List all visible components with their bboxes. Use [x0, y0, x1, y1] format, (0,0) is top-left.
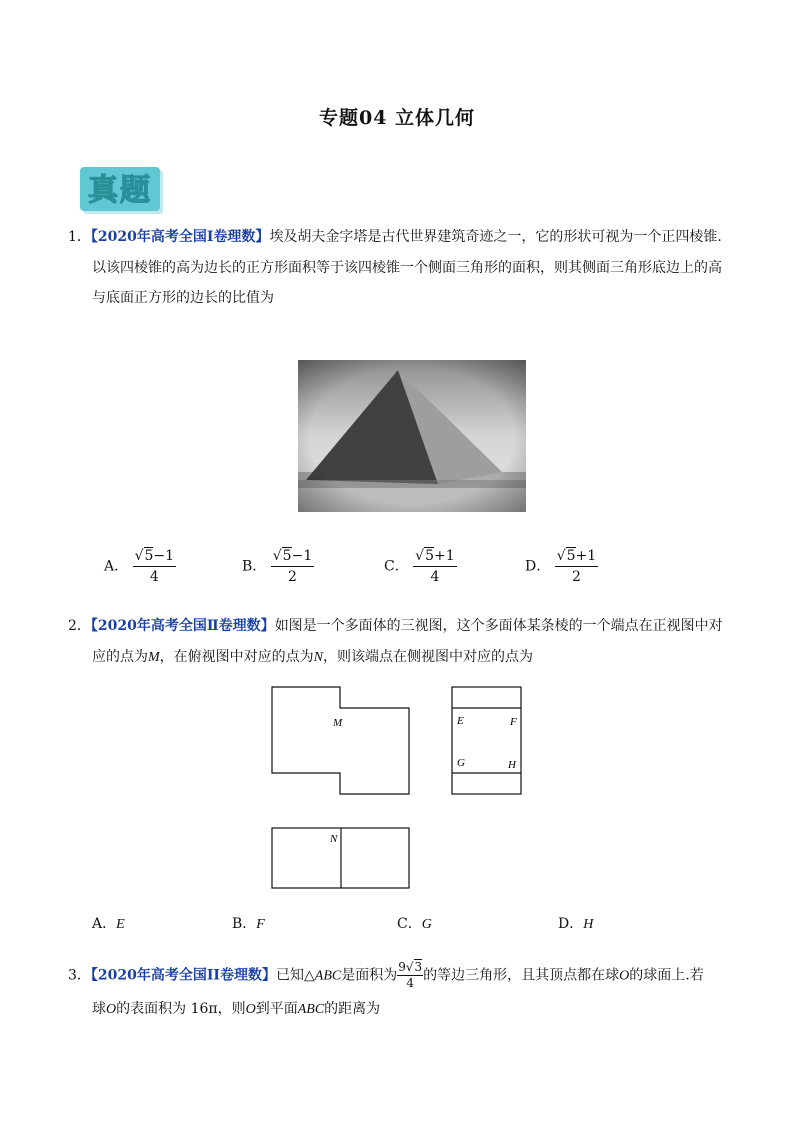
q2-text2a: 应的点为: [92, 649, 148, 665]
page-title: 专题04 立体几何: [318, 107, 476, 129]
q3-line1: 3．【2020年高考全国II卷理数】已知△ABC是面积为 $\frac{9√3}{4}$ 的等边三角形，且其顶点都在球O的球面上.若: [68, 960, 704, 990]
three-view-diagram: [262, 680, 532, 900]
q2-line1: [68, 617, 723, 635]
label-f: F: [510, 716, 517, 728]
q1-option-a-label: A．: [104, 558, 129, 575]
q1-line1: [68, 228, 722, 246]
q2-source: 【2020年高考全国Ⅱ卷理数】: [90, 618, 275, 634]
q1-option-d-label: D．: [525, 558, 551, 575]
q1-line2: 以该四棱锥的高为边长的正方形面积等于该四棱锥一个侧面三角形的面积，则其侧面三角形底边上的高: [92, 260, 722, 276]
q1-line3: 与底面正方形的边长的比值为: [92, 290, 274, 306]
badge-graphic: [80, 165, 166, 217]
pyramid-image: [298, 360, 526, 512]
q1-option-c-label: C．: [384, 558, 409, 575]
q1-option-b-fraction: $\frac{√5-1}{2}$: [272, 548, 313, 585]
q2-text2c: ，则该端点在侧视图中对应的点为: [323, 649, 534, 665]
badge-text: 真题: [88, 173, 152, 208]
q3-fraction: $\frac{9√3}{4}$: [398, 960, 423, 990]
q2-var-m: M: [148, 650, 160, 665]
q2-line2: [92, 648, 533, 667]
q2-text1: 如图是一个多面体的三视图，这个多面体某条棱的一个端点在正视图中对: [274, 618, 723, 634]
q2-option-d[interactable]: D．H: [558, 916, 594, 932]
q1-number: 1．: [68, 229, 91, 245]
q2-option-c[interactable]: C．G: [397, 916, 432, 932]
q1-option-a-fraction: $\frac{√5-1}{4}$: [134, 548, 175, 585]
q2-var-n: N: [313, 650, 324, 665]
side-view: [452, 687, 521, 794]
q2-number: 2．: [68, 618, 91, 634]
label-m: M: [333, 717, 343, 729]
q1-option-d-fraction: $\frac{√5+1}{2}$: [556, 548, 597, 585]
label-n: N: [330, 833, 338, 845]
q1-option-d[interactable]: [525, 546, 598, 587]
front-view: [272, 687, 409, 794]
section-badge: [80, 165, 166, 217]
q1-source: 【2020年高考全国Ⅰ卷理数】: [90, 229, 270, 245]
q2-text2b: ，在俯视图中对应的点为: [159, 649, 314, 665]
q1-text1: 埃及胡夫金字塔是古代世界建筑奇迹之一，它的形状可视为一个正四棱锥.: [269, 229, 722, 245]
label-h: H: [508, 759, 516, 771]
q3-number: 3．: [68, 967, 91, 984]
label-g: G: [457, 757, 465, 769]
q1-option-c-fraction: $\frac{√5+1}{4}$: [415, 548, 455, 585]
label-e: E: [457, 715, 464, 727]
q2-option-b[interactable]: B．F: [232, 916, 265, 932]
q1-option-b-label: B．: [242, 558, 267, 575]
q1-option-c[interactable]: [384, 546, 457, 587]
pyramid-icon: [298, 360, 526, 512]
q1-option-a[interactable]: [104, 546, 176, 587]
q1-option-b[interactable]: [242, 546, 314, 587]
q3-source: 【2020年高考全国II卷理数】: [90, 967, 276, 984]
q3-line2: 球O的表面积为 16π，则O到平面ABC的距离为: [92, 1001, 381, 1017]
q2-option-a[interactable]: A．E: [92, 916, 125, 932]
